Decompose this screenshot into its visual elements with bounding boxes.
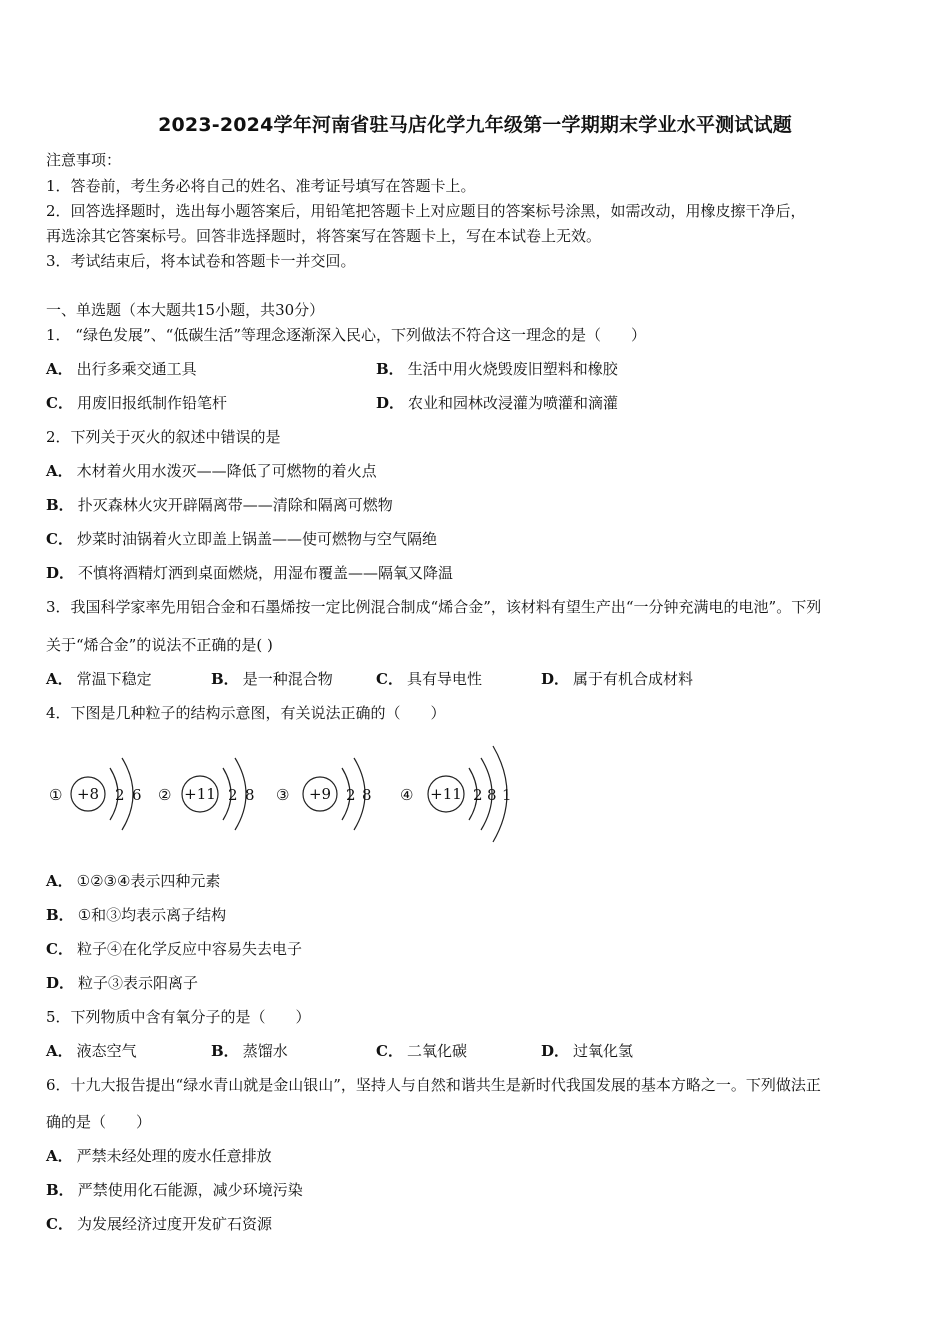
option-letter: A． — [46, 360, 73, 378]
option-letter: A． — [46, 670, 73, 688]
option-text: 具有导电性 — [406, 670, 482, 688]
option-letter: A． — [46, 1147, 73, 1165]
q3-option-a — [46, 669, 152, 689]
atom-structure-figure — [40, 730, 540, 850]
option-letter: B． — [376, 360, 404, 378]
option-text: 粒子④在化学反应中容易失去电子 — [76, 940, 302, 958]
notice-heading: 注意事项： — [46, 151, 122, 169]
option-text: 是一种混合物 — [242, 670, 333, 688]
option-text: 出行多乘交通工具 — [76, 360, 197, 378]
q3-option-c — [376, 669, 482, 689]
q5-option-a — [46, 1041, 137, 1061]
q3-option-d — [541, 669, 693, 689]
option-text: 扑灭森林火灾开辟隔离带——清除和隔离可燃物 — [77, 496, 393, 514]
option-text: 过氧化氢 — [573, 1042, 634, 1060]
option-letter: A． — [46, 462, 73, 480]
option-text: 液态空气 — [76, 1042, 137, 1060]
question-3-stem: 3．我国科学家率先用铝合金和石墨烯按一定比例混合制成“烯合金”，该材料有望生产出“一分钟充满电的电池”。下列 — [46, 598, 822, 616]
q2-option-a — [46, 461, 377, 481]
option-letter: B． — [46, 1181, 74, 1199]
shell-electrons: 2 — [346, 786, 356, 804]
q6-option-b — [46, 1180, 303, 1200]
q1-option-c — [46, 393, 227, 413]
q2-option-b — [46, 495, 393, 515]
nucleus-charge: +8 — [76, 785, 100, 803]
option-letter: C． — [376, 1042, 403, 1060]
particle-label: ① — [49, 786, 63, 804]
option-text: 用废旧报纸制作铅笔杆 — [76, 394, 227, 412]
option-letter: B． — [211, 670, 239, 688]
question-4-stem: 4．下图是几种粒子的结构示意图，有关说法正确的（ ） — [46, 704, 446, 722]
nucleus-charge: +9 — [308, 785, 332, 803]
option-letter: C． — [376, 670, 403, 688]
question-2-stem: 2．下列关于灭火的叙述中错误的是 — [46, 428, 281, 446]
q2-option-c — [46, 529, 437, 549]
section-heading: 一、单选题（本大题共15小题，共30分） — [46, 301, 325, 319]
option-letter: A． — [46, 1042, 73, 1060]
option-text: 严禁使用化石能源，减少环境污染 — [77, 1181, 303, 1199]
option-letter: D． — [46, 974, 75, 992]
shell-electrons: 6 — [132, 786, 142, 804]
question-1-stem: 1． “绿色发展”、“低碳生活”等理念逐渐深入民心，下列做法不符合这一理念的是（ ） — [46, 326, 646, 344]
shell-electrons: 1 — [502, 786, 512, 804]
q3-option-b — [211, 669, 333, 689]
notice-item: 3．考试结束后，将本试卷和答题卡一并交回。 — [46, 252, 356, 270]
q4-option-a — [46, 871, 220, 891]
shell-electrons: 2 — [228, 786, 238, 804]
q1-option-d — [376, 393, 618, 413]
question-5-stem: 5．下列物质中含有氧分子的是（ ） — [46, 1008, 311, 1026]
notice-item: 再选涂其它答案标号。回答非选择题时，将答案写在答题卡上，写在本试卷上无效。 — [46, 227, 602, 245]
option-text: 属于有机合成材料 — [573, 670, 694, 688]
option-text: 二氧化碳 — [406, 1042, 467, 1060]
q4-option-c — [46, 939, 302, 959]
option-letter: A． — [46, 872, 73, 890]
shell-electrons: 8 — [487, 786, 497, 804]
option-letter: D． — [541, 1042, 570, 1060]
shell-electrons: 8 — [362, 786, 372, 804]
particle-label: ③ — [276, 786, 290, 804]
option-text: 常温下稳定 — [76, 670, 152, 688]
question-6-stem: 6．十九大报告提出“绿水青山就是金山银山”，坚持人与自然和谐共生是新时代我国发展的基本方略之一。下列做法正 — [46, 1076, 821, 1094]
option-letter: C． — [46, 394, 73, 412]
notice-item: 1．答卷前，考生务必将自己的姓名、准考证号填写在答题卡上。 — [46, 177, 476, 195]
notice-item: 2．回答选择题时，选出每小题答案后，用铅笔把答题卡上对应题目的答案标号涂黑，如需改动，用橡皮擦干净后， — [46, 202, 806, 220]
page-title: 2023-2024学年河南省驻马店化学九年级第一学期期末学业水平测试试题 — [158, 114, 792, 136]
option-letter: C． — [46, 940, 73, 958]
q1-option-b — [376, 359, 618, 379]
option-text: 生活中用火烧毁废旧塑料和橡胶 — [407, 360, 618, 378]
option-text: 粒子③表示阳离子 — [78, 974, 199, 992]
q6-option-a — [46, 1146, 272, 1166]
option-text: ①②③④表示四种元素 — [76, 872, 221, 890]
particle-label: ④ — [400, 786, 414, 804]
option-text: 蒸馏水 — [242, 1042, 288, 1060]
option-text: ①和③均表示离子结构 — [77, 906, 227, 924]
q1-option-a — [46, 359, 197, 379]
q4-option-d — [46, 973, 198, 993]
shell-electrons: 8 — [245, 786, 255, 804]
option-text: 严禁未经处理的废水任意排放 — [76, 1147, 272, 1165]
option-text: 木材着火用水泼灭——降低了可燃物的着火点 — [76, 462, 377, 480]
option-letter: B． — [46, 496, 74, 514]
q2-option-d — [46, 563, 453, 583]
nucleus-charge: +11 — [184, 785, 216, 803]
option-letter: B． — [211, 1042, 239, 1060]
q5-option-c — [376, 1041, 467, 1061]
option-text: 农业和园林改浸灌为喷灌和滴灌 — [408, 394, 619, 412]
nucleus-charge: +11 — [430, 785, 462, 803]
option-text: 为发展经济过度开发矿石资源 — [76, 1215, 272, 1233]
option-letter: C． — [46, 1215, 73, 1233]
option-letter: D． — [376, 394, 405, 412]
q5-option-d — [541, 1041, 633, 1061]
question-3-stem-cont: 关于“烯合金”的说法不正确的是( ) — [46, 636, 273, 654]
option-text: 炒菜时油锅着火立即盖上锅盖——使可燃物与空气隔绝 — [76, 530, 437, 548]
shell-electrons: 2 — [115, 786, 125, 804]
option-letter: B． — [46, 906, 74, 924]
q5-option-b — [211, 1041, 288, 1061]
shell-electrons: 2 — [473, 786, 483, 804]
q6-option-c — [46, 1214, 272, 1234]
particle-label: ② — [158, 786, 172, 804]
q4-option-b — [46, 905, 226, 925]
option-text: 不慎将酒精灯洒到桌面燃烧，用湿布覆盖——隔氧又降温 — [78, 564, 454, 582]
option-letter: C． — [46, 530, 73, 548]
option-letter: D． — [541, 670, 570, 688]
question-6-stem-cont: 确的是（ ） — [46, 1113, 152, 1131]
option-letter: D． — [46, 564, 75, 582]
